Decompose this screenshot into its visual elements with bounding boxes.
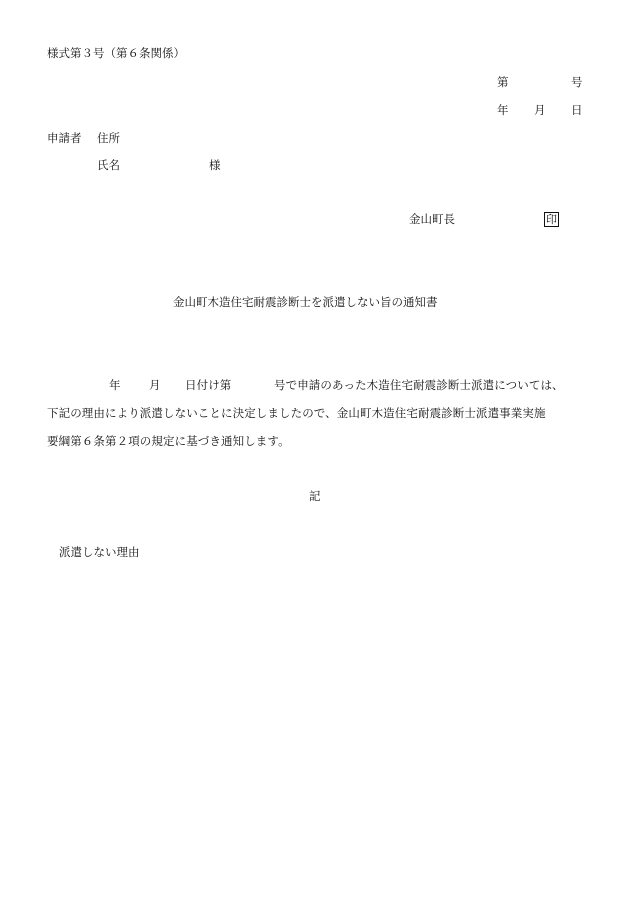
seal-mark bbox=[544, 212, 559, 227]
date-year: 年 bbox=[497, 103, 509, 117]
body-day-prefix: 日付け第 bbox=[185, 378, 232, 392]
seal-label: 印 bbox=[546, 213, 557, 226]
ki-heading: 記 bbox=[309, 489, 321, 503]
body-line2: 下記の理由により派遣しないことに決定しましたので、金山町木造住宅耐震診断士派遣事業実施 bbox=[47, 406, 546, 420]
issuer-title: 金山町長 bbox=[409, 212, 455, 226]
document-title: 金山町木造住宅耐震診断士を派遣しない旨の通知書 bbox=[173, 295, 438, 309]
date-day: 日 bbox=[571, 103, 583, 117]
body-month: 月 bbox=[149, 378, 161, 392]
body-line1-rest: 号で申請のあった木造住宅耐震診断士派遣については、 bbox=[274, 378, 564, 392]
form-number: 様式第３号（第６条関係） bbox=[47, 46, 185, 60]
reference-number-suffix: 号 bbox=[571, 75, 583, 89]
honorific: 様 bbox=[209, 158, 221, 172]
body-line3: 要綱第６条第２項の規定に基づき通知します。 bbox=[47, 434, 290, 448]
date-month: 月 bbox=[534, 103, 546, 117]
applicant-label: 申請者 bbox=[47, 131, 82, 145]
reason-label: 派遣しない理由 bbox=[59, 545, 140, 559]
reference-number-prefix: 第 bbox=[497, 75, 509, 89]
body-year: 年 bbox=[109, 378, 121, 392]
name-label: 氏名 bbox=[97, 158, 120, 172]
address-label: 住所 bbox=[97, 131, 120, 145]
